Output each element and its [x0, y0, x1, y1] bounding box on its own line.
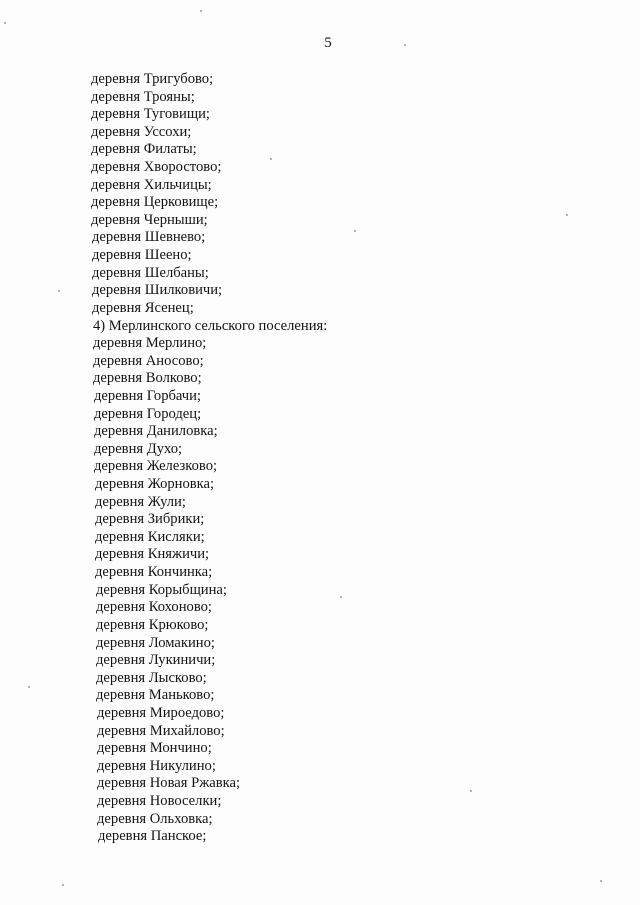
- list-item: деревня Филаты;: [91, 141, 197, 158]
- list-item: деревня Железково;: [94, 458, 218, 475]
- section-heading: 4) Мерлинского сельского поселения:: [93, 317, 328, 334]
- scan-speck: [470, 790, 472, 792]
- list-item: деревня Трояны;: [91, 88, 195, 105]
- list-item: деревня Городец;: [94, 405, 202, 422]
- list-item: деревня Княжичи;: [95, 546, 210, 563]
- list-item: деревня Панское;: [98, 828, 207, 845]
- scan-speck: [354, 230, 356, 232]
- list-item: деревня Новоселки;: [97, 792, 222, 809]
- list-item: деревня Тригубово;: [91, 71, 214, 87]
- list-item: деревня Мироедово;: [97, 704, 225, 721]
- list-item: деревня Шелбаны;: [92, 264, 209, 281]
- page-number: 5: [324, 35, 332, 51]
- list-item: деревня Корыбщина;: [96, 581, 227, 598]
- list-item: деревня Горбачи;: [94, 387, 202, 404]
- list-item: деревня Жули;: [95, 493, 186, 510]
- list-item: деревня Уссохи;: [91, 123, 192, 140]
- list-item: деревня Хворостово;: [91, 159, 222, 176]
- scan-speck: [62, 884, 64, 886]
- list-item: деревня Никулино;: [97, 757, 216, 774]
- list-item: деревня Даниловка;: [94, 423, 218, 440]
- scan-speck: [28, 686, 30, 688]
- list-item: деревня Аносово;: [93, 352, 204, 369]
- settlement-list: [0, 71, 327, 846]
- list-item: деревня Лысково;: [96, 669, 207, 686]
- list-item: деревня Шеено;: [92, 247, 192, 264]
- list-item: деревня Маньково;: [96, 687, 215, 704]
- scan-speck: [600, 880, 602, 882]
- list-item: деревня Ольховка;: [97, 810, 213, 827]
- list-item: деревня Лукиничи;: [96, 652, 216, 669]
- list-item: деревня Хильчицы;: [91, 176, 212, 193]
- list-item: деревня Кончинка;: [95, 564, 213, 581]
- list-item: деревня Крюково;: [96, 616, 209, 633]
- list-item: деревня Ломакино;: [96, 634, 215, 651]
- list-item: деревня Шевнево;: [92, 229, 206, 246]
- list-item: деревня Кохоново;: [96, 599, 212, 616]
- scan-speck: [270, 158, 272, 160]
- scan-speck: [404, 44, 406, 46]
- list-item: деревня Михайлово;: [97, 722, 225, 739]
- list-item: деревня Церковище;: [91, 194, 219, 211]
- list-item: деревня Кисляки;: [95, 528, 205, 545]
- list-item: деревня Жорновка;: [95, 476, 215, 493]
- scan-speck: [200, 10, 202, 12]
- list-item: деревня Мончино;: [97, 740, 212, 757]
- scan-speck: [566, 214, 568, 216]
- scan-speck: [58, 290, 60, 292]
- list-item: деревня Туговищи;: [91, 106, 210, 123]
- list-item: деревня Новая Ржавка;: [97, 775, 241, 792]
- list-item: деревня Ясенец;: [92, 299, 194, 316]
- list-item: деревня Мерлино;: [93, 335, 207, 352]
- list-item: деревня Духо;: [94, 440, 183, 457]
- scan-speck: [340, 596, 342, 598]
- list-item: деревня Волково;: [93, 370, 202, 387]
- scan-speck: [4, 22, 6, 24]
- list-item: деревня Шилковичи;: [92, 282, 223, 299]
- list-item: деревня Черныши;: [91, 211, 208, 228]
- list-item: деревня Зибрики;: [95, 511, 205, 528]
